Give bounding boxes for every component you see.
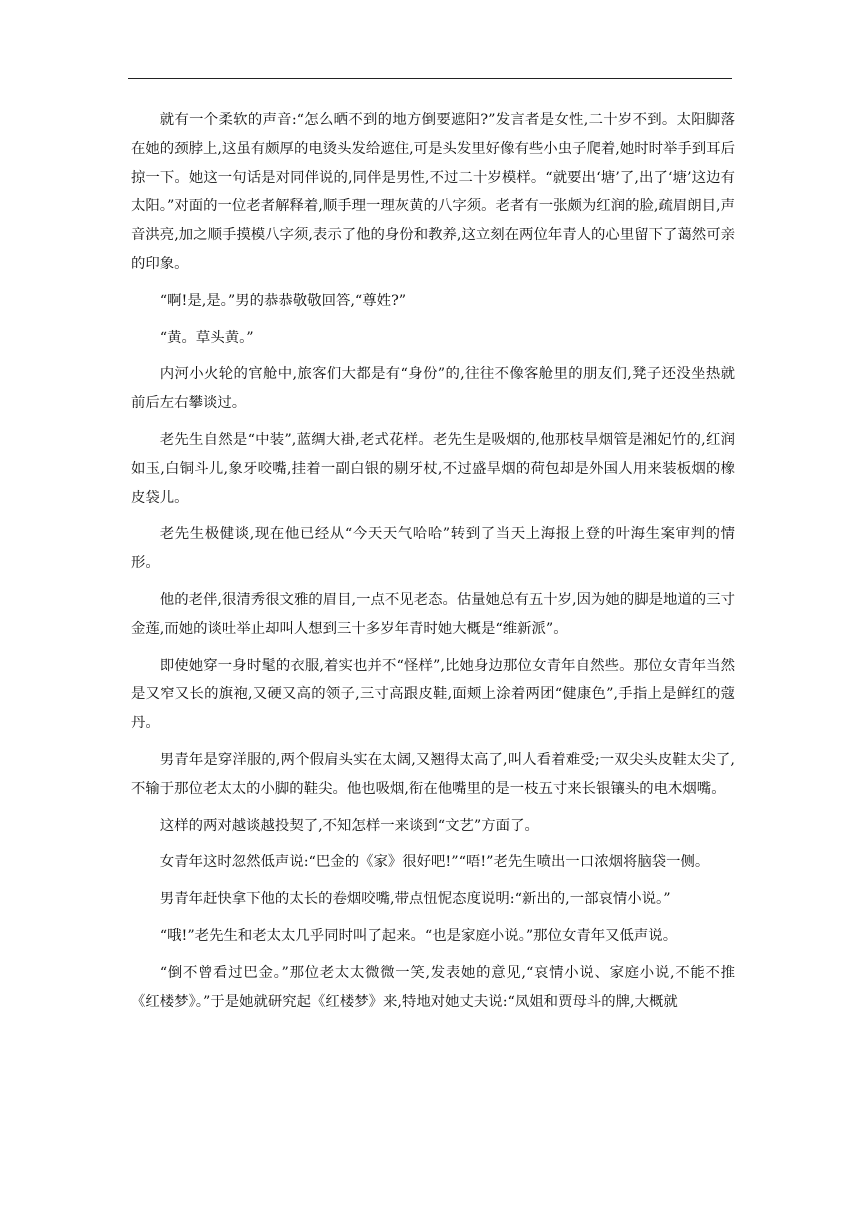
paragraph: “倒不曾看过巴金。”那位老太太微微一笑,发表她的意见,“哀情小说、家庭小说,不能不推《红楼梦》。”于是她就研究起《红楼梦》来,特地对她丈夫说:“凤姐和贾母斗的牌,大概就 [131,964,735,1010]
article-body [131,106,735,1024]
header-rule [128,78,732,79]
paragraph: “哦!”老先生和老太太几乎同时叫了起来。“也是家庭小说。”那位女青年又低声说。 [159,927,678,944]
paragraph: 即使她穿一身时髦的衣服,着实也并不“怪样”,比她身边那位女青年自然些。那位女青年当然是又窄又长的旗袍,又硬又高的领子,三寸高跟皮鞋,面颊上涂着两团“健康色”,手指上是鲜红的蔻丹。 [131,657,735,732]
paragraph: 男青年赶快拿下他的太长的卷烟咬嘴,带点忸怩态度说明:“新出的,一部哀情小说。” [159,891,671,908]
paragraph: 男青年是穿洋服的,两个假肩头实在太阔,又翘得太高了,叫人看着难受;一双尖头皮鞋太尖了,不输于那位老太太的小脚的鞋尖。他也吸烟,衔在他嘴里的是一枝五寸来长银镶头的电木烟嘴。 [131,751,735,797]
paragraph: “黄。草头黄。” [159,329,254,346]
paragraph: 就有一个柔软的声音:“怎么晒不到的地方倒要遮阳?”发言者是女性,二十岁不到。太阳脚落在她的颈脖上,这虽有颇厚的电烫头发给遮住,可是头发里好像有些小虫子爬着,她时时举手到耳后掠一下。她这一句话是对同伴说的,同伴是男性,不过二十岁模样。“就要出‘塘’了,出了‘塘’这边有太阳。”对面的一位老者解释着,顺手理一理灰黄的八字须。老者有一张颇为红润的脸,疏眉朗目,声音洪亮,加之顺手摸模八字须,表示了他的身份和教养,这立刻在两位年青人的心里留下了蔼然可亲的印象。 [131,112,735,272]
paragraph: 老先生自然是“中装”,蓝绸大褂,老式花样。老先生是吸烟的,他那枝旱烟管是湘妃竹的,红润如玉,白铜斗儿,象牙咬嘴,挂着一副白银的剔牙杖,不过盛旱烟的荷包却是外国人用来装板烟的橡皮袋儿。 [131,431,735,506]
paragraph: 他的老伴,很清秀很文雅的眉目,一点不见老态。估量她总有五十岁,因为她的脚是地道的三寸金莲,而她的谈吐举止却叫人想到三十多岁年青时她大概是“维新派”。 [131,591,735,637]
paragraph: “啊!是,是。”男的恭恭敬敬回答,“尊姓?” [159,292,407,309]
paragraph: 老先生极健谈,现在他已经从“今天天气哈哈”转到了当天上海报上登的叶海生案审判的情形。 [131,526,735,572]
paragraph: 这样的两对越谈越投契了,不知怎样一来谈到“文艺”方面了。 [159,817,539,834]
paragraph: 内河小火轮的官舱中,旅客们大都是有“身份”的,往往不像客舱里的朋友们,凳子还没坐热就前后左右攀谈过。 [131,366,735,412]
paragraph: 女青年这时忽然低声说:“巴金的《家》很好吧!”“唔!”老先生喷出一口浓烟将脑袋一侧。 [159,854,710,871]
